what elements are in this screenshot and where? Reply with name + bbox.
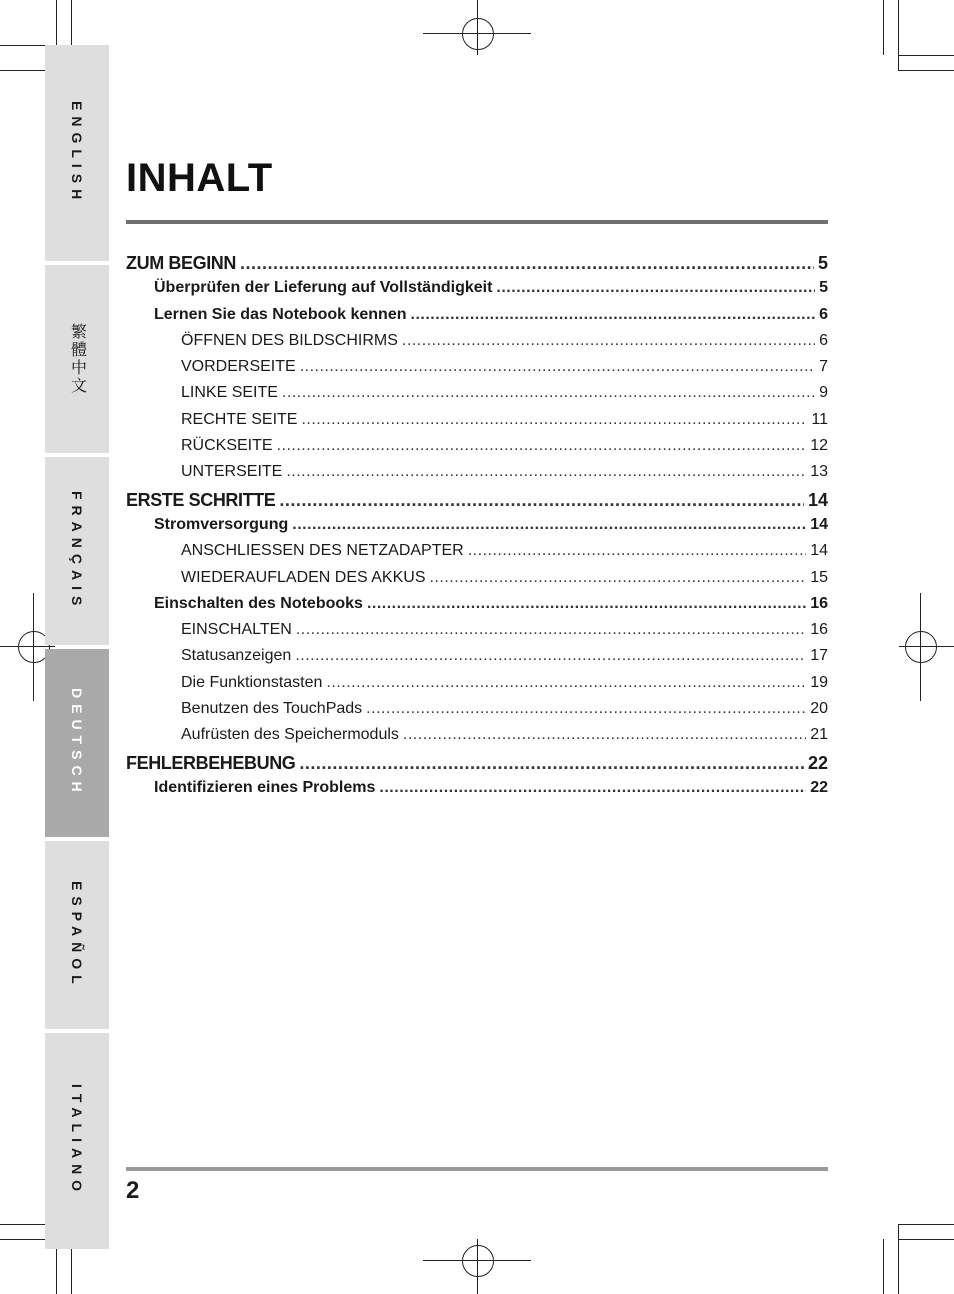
toc-leader-dots [292, 516, 806, 534]
table-of-contents [126, 253, 828, 805]
language-tab-german[interactable] [45, 649, 109, 837]
toc-entry-page: 17 [810, 647, 828, 665]
toc-entry[interactable] [126, 542, 828, 568]
crop-mark [883, 0, 884, 55]
language-tab-english[interactable] [45, 45, 109, 261]
toc-leader-dots [468, 542, 806, 560]
toc-entry-label: ZUM BEGINN [126, 253, 236, 273]
toc-leader-dots [366, 700, 806, 718]
toc-entry[interactable] [126, 516, 828, 542]
toc-entry-label: RECHTE SEITE [181, 410, 298, 428]
crop-mark [883, 1239, 884, 1294]
toc-entry-page: 15 [810, 568, 828, 586]
toc-entry-label: VORDERSEITE [181, 358, 296, 376]
toc-entry[interactable] [126, 779, 828, 805]
crop-mark [899, 646, 954, 647]
crop-mark [477, 1239, 478, 1294]
toc-entry[interactable] [126, 306, 828, 332]
page-title: INHALT [126, 156, 273, 200]
registration-mark-icon [462, 1245, 494, 1277]
toc-entry-page: 11 [811, 410, 828, 428]
toc-entry-page: 14 [810, 542, 828, 560]
toc-entry-page: 21 [810, 726, 828, 744]
toc-entry-page: 9 [819, 384, 828, 402]
toc-leader-dots [430, 569, 807, 587]
toc-entry-label: RÜCKSEITE [181, 437, 273, 455]
toc-entry-label: Identifizieren eines Problems [154, 778, 376, 796]
toc-entry[interactable] [126, 358, 828, 384]
crop-mark [33, 593, 34, 701]
toc-entry[interactable] [126, 437, 828, 463]
toc-entry-label: Benutzen des TouchPads [181, 700, 363, 718]
language-tab-label: ENGLISH [69, 100, 85, 206]
language-tab-label: ESPAÑOL [69, 880, 85, 990]
toc-entry-label: Einschalten des Notebooks [154, 594, 363, 612]
language-tab-french[interactable] [45, 457, 109, 645]
registration-mark-icon [905, 631, 937, 663]
crop-mark [898, 55, 954, 56]
language-sidebar [45, 45, 109, 1249]
toc-leader-dots [411, 306, 816, 324]
toc-leader-dots [402, 332, 815, 350]
toc-leader-dots [299, 753, 804, 774]
toc-entry-label: LINKE SEITE [181, 384, 278, 402]
toc-entry-label: Statusanzeigen [181, 647, 292, 665]
toc-entry-page: 13 [810, 463, 828, 481]
toc-leader-dots [277, 437, 807, 455]
language-tab-label: 繁體中文 [68, 323, 86, 395]
toc-leader-dots [496, 279, 815, 297]
language-tab-spanish[interactable] [45, 841, 109, 1029]
toc-leader-dots [379, 779, 806, 797]
language-tab-italian[interactable] [45, 1033, 109, 1249]
toc-entry-page: 14 [807, 489, 828, 510]
toc-entry[interactable] [126, 726, 828, 752]
toc-entry-label: ERSTE SCHRITTE [126, 489, 276, 510]
crop-mark [477, 0, 478, 55]
toc-entry[interactable] [126, 569, 828, 595]
toc-entry[interactable] [126, 384, 828, 410]
toc-leader-dots [300, 358, 815, 376]
toc-leader-dots [240, 253, 814, 274]
toc-entry-page: 14 [810, 515, 828, 533]
toc-entry-label: UNTERSEITE [181, 463, 283, 481]
toc-entry[interactable] [126, 674, 828, 700]
toc-entry-page: 7 [819, 358, 828, 376]
toc-entry-page: 22 [810, 778, 828, 796]
toc-entry-label: EINSCHALTEN [181, 621, 292, 639]
toc-entry-label: Aufrüsten des Speichermoduls [181, 726, 399, 744]
crop-mark [898, 1239, 954, 1240]
crop-mark [898, 1224, 899, 1294]
toc-entry-page: 5 [819, 279, 828, 297]
language-tab-label: DEUTSCH [69, 688, 85, 798]
toc-entry[interactable] [126, 753, 828, 779]
toc-entry[interactable] [126, 595, 828, 621]
toc-entry-label: FEHLERBEHEBUNG [126, 752, 296, 773]
toc-leader-dots [282, 384, 815, 402]
toc-entry[interactable] [126, 700, 828, 726]
toc-entry-page: 12 [810, 437, 828, 455]
toc-entry-label: ÖFFNEN DES BILDSCHIRMS [181, 331, 398, 349]
toc-entry[interactable] [126, 490, 828, 516]
toc-leader-dots [296, 621, 806, 639]
toc-entry[interactable] [126, 332, 828, 358]
toc-entry-page: 6 [819, 305, 828, 323]
title-divider [126, 220, 828, 224]
language-tab-chinese[interactable] [45, 265, 109, 453]
crop-mark [898, 70, 954, 71]
crop-mark [898, 1224, 954, 1225]
toc-entry[interactable] [126, 411, 828, 437]
toc-entry-page: 22 [807, 752, 828, 773]
toc-entry-page: 5 [817, 253, 828, 273]
toc-entry[interactable] [126, 463, 828, 489]
page-number: 2 [126, 1177, 140, 1204]
toc-entry[interactable] [126, 621, 828, 647]
toc-entry-page: 20 [810, 700, 828, 718]
toc-leader-dots [286, 463, 806, 481]
toc-entry-page: 6 [819, 331, 828, 349]
toc-entry-label: ANSCHLIESSEN DES NETZADAPTER [181, 542, 464, 560]
toc-entry-label: WIEDERAUFLADEN DES AKKUS [181, 568, 426, 586]
crop-mark [920, 593, 921, 701]
registration-mark-icon [462, 18, 494, 50]
toc-entry-label: Überprüfen der Lieferung auf Vollständigkeit [154, 279, 493, 297]
toc-entry-label: Die Funktionstasten [181, 673, 323, 691]
toc-entry[interactable] [126, 279, 828, 305]
toc-entry-label: Stromversorgung [154, 515, 289, 533]
toc-leader-dots [279, 490, 804, 511]
toc-leader-dots [326, 674, 806, 692]
toc-leader-dots [295, 647, 806, 665]
language-tab-label: ITALIANO [69, 1084, 85, 1198]
toc-entry-page: 19 [810, 673, 828, 691]
toc-leader-dots [367, 595, 806, 613]
crop-mark [898, 0, 899, 70]
language-tab-label: FRANÇAIS [69, 490, 85, 612]
toc-entry[interactable] [126, 647, 828, 673]
toc-entry[interactable] [126, 253, 828, 279]
toc-entry-label: Lernen Sie das Notebook kennen [154, 305, 407, 323]
footer-divider [126, 1167, 828, 1171]
toc-leader-dots [301, 411, 807, 429]
toc-entry-page: 16 [810, 594, 828, 612]
toc-leader-dots [403, 726, 806, 744]
toc-entry-page: 16 [810, 621, 828, 639]
